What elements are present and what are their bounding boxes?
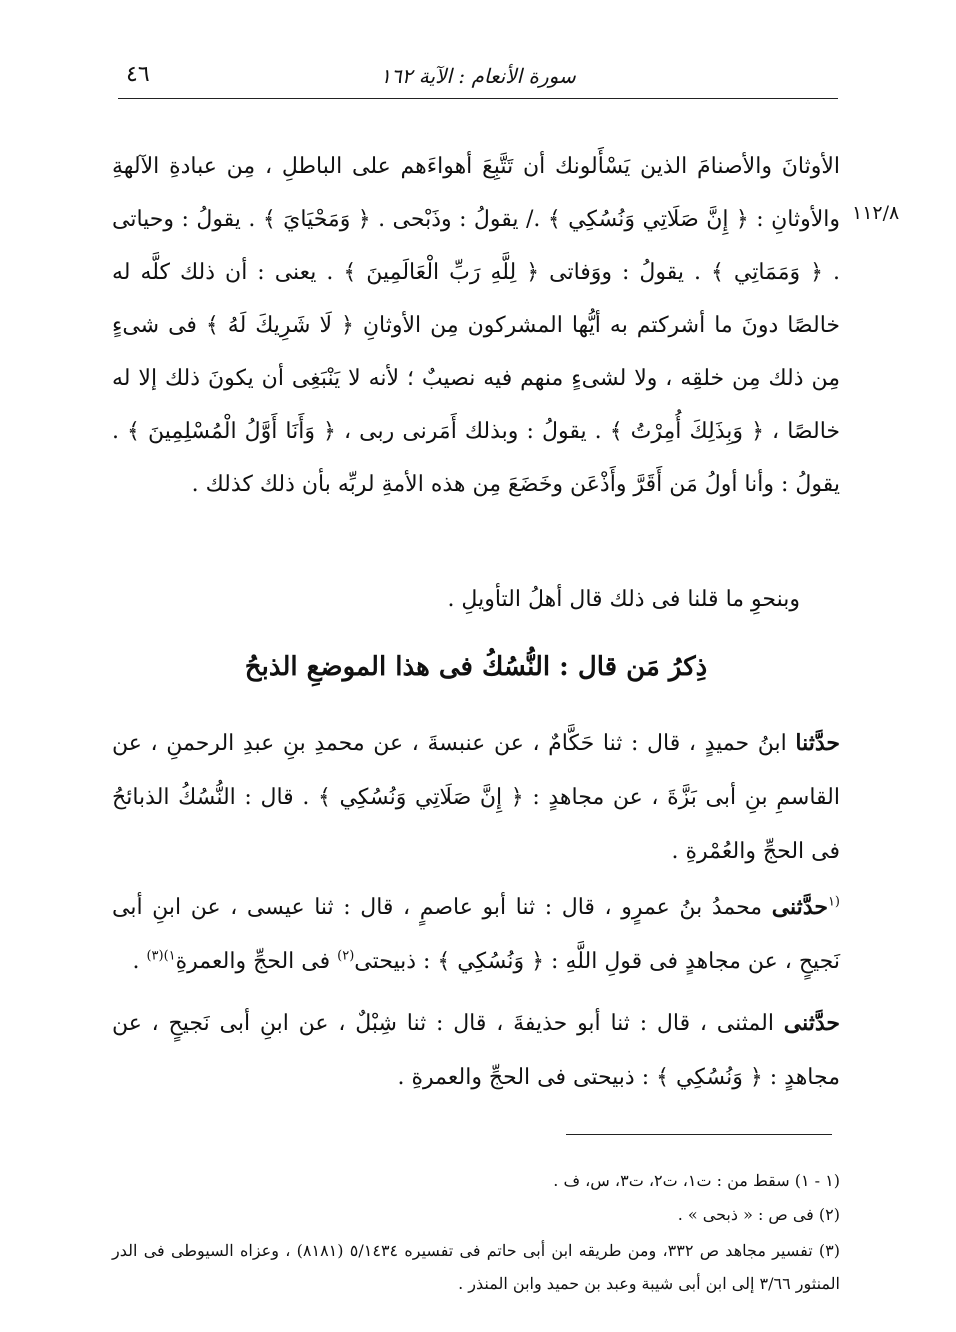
footnote-divider [566,1134,832,1135]
agreement-line: وبنحوِ ما قلنا فى ذلك قال أهلُ التأويلِ . [447,587,800,612]
hadith-lead: حدَّثنى [771,894,828,920]
footnote-mark-open: (١ [827,894,840,910]
page-number: ٤٦ [126,62,150,87]
hadith-2 [112,880,840,989]
hadith-text: محمدُ بنُ عمرٍو ، قال : ثنا أبو عاصمٍ ، قال : ثنا عيسى ، عن ابنِ أبى نَجيحٍ ، عن مجاهدٍ فى قولِ اللَّهِ : ﴿ وَنُسُكِي ﴾ : ذبيحتى [112,895,840,974]
running-title: سورة الأنعام : الآية ١٦٢ [380,64,576,88]
commentary-paragraph: الأوثانَ والأصنامَ الذين يَسْأَلونك أن تَتَّبِعَ أهواءَهم على الباطلِ ، مِن عبادةِ الآلهةِ والأوثانِ : ﴿ إِنَّ صَلَاتِي وَنُسُكِي ﴾ ./ يقولُ : وذَبْحى . ﴿ وَمَحْيَايَ ﴾ . يقولُ : وحياتى . ﴿ وَمَمَاتِي ﴾ . يقولُ : ووَفاتى ﴿ لِلَّهِ رَبِّ الْعَالَمِينَ ﴾ . يعنى : أن ذلك كلَّه له خالصًا دونَ ما أشركتم به أيُّها المشركون مِن الأوثانِ ﴿ لَا شَرِيكَ لَهُ ﴾ فى شىءٍ مِن ذلك مِن خلقِه ، ولا لشىءٍ منهم فيه نصيبٌ ؛ لأنه لا يَنْبَغِى أن يكونَ ذلك إلا له خالصًا ، ﴿ وَبِذَلِكَ أُمِرْتُ ﴾ . يقولُ : وبذلك أَمَرنى ربى ، ﴿ وَأَنَا أَوَّلُ الْمُسْلِمِينَ ﴾ . يقولُ : وأنا أولُ مَن أَقَرَّ وأَذْعَن وخَضَعَ مِن هذه الأمةِ لربِّه بأن ذلك كذلك . [112,154,840,497]
footnote-mark-close: ١)(٣) [146,948,176,964]
section-heading: ذِكرُ مَن قال : النُّسُكُ فى هذا الموضعِ الذبحُ [244,652,708,682]
footnote-1: (١ - ١) سقط من : ت١، ت٢، ت٣، س، ف . [553,1171,840,1190]
footnote-mark: (٢) [337,948,355,964]
hadith-text-end: . [132,949,147,974]
footnotes [112,1166,840,1304]
hadith-lead: حدَّثنى [783,1010,840,1036]
hadith-text: ابنُ حميدٍ ، قال : ثنا حَكَّامٌ ، عن عنبسةَ ، عن محمدِ بنِ عبدِ الرحمنِ ، عن القاسمِ بنِ أبى بَزَّةَ ، عن مجاهدٍ : ﴿ إِنَّ صَلَاتِي وَنُسُكِي ﴾ . قال : النُّسُكُ الذبائحُ فى الحجِّ والعُمْرةِ . [112,731,840,864]
footnote-3: (٣) تفسير مجاهد ص ٣٣٢، ومن طريقه ابن أبى حاتم فى تفسيره ٥/١٤٣٤ (٨١٨١) ، وعزاه السيوطى فى الدر المنثور ٣/٦٦ إلى ابن أبى شيبة وعبد بن حميد وابن المنذر . [112,1241,841,1293]
hadith-text: فى الحجِّ والعمرةِ [175,949,338,974]
hadith-1 [112,716,840,879]
footnote-2: (٢) فى ص : « ذبحى » . [677,1205,840,1224]
hadith-text: المثنى ، قال : ثنا أبو حذيفةَ ، قال : ثنا شِبْلٌ ، عن ابنِ أبى نَجيحٍ ، عن مجاهدٍ : ﴿ وَنُسُكِي ﴾ : ذبيحتى فى الحجِّ والعمرةِ . [112,1011,840,1090]
hadith-3 [112,996,840,1105]
hadith-lead: حدَّثنا [795,730,840,756]
margin-reference: ١١٢/٨ [852,202,900,224]
page-header [118,58,838,99]
